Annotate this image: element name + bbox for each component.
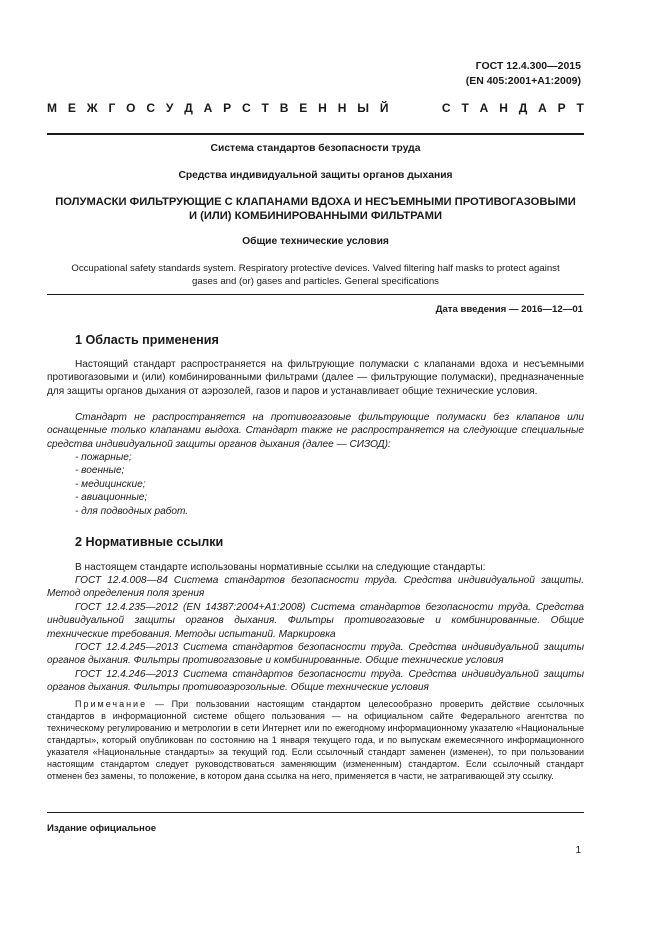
list-item: - военные;	[75, 465, 125, 477]
banner-letter: Г	[108, 101, 116, 115]
section1-para2: Стандарт не распространяется на противогазовые фильтрующие полумаски без клапанов или оснащенные только клапанами выдоха. Стандарт также не распространяется на следующие специальные средства индивидуальной защиты органов дыхания (далее — СИЗОД):	[47, 412, 584, 450]
banner-letter: Т	[576, 101, 584, 115]
note-label: Примечание	[75, 699, 148, 709]
banner-letter: Т	[461, 101, 469, 115]
banner-letter: Е	[67, 101, 76, 115]
reference-item: ГОСТ 12.4.245—2013 Система стандартов безопасности труда. Средства индивидуальной защиты органов дыхания. Фильтры противогазовые и комбинированные. Общие технические условия	[47, 642, 584, 667]
banner-letter: Д	[184, 101, 193, 115]
banner-letter	[414, 101, 417, 115]
banner-letter: Н	[499, 101, 508, 115]
banner-letter	[399, 101, 402, 115]
banner-letter: Е	[299, 101, 308, 115]
banner-letter: С	[242, 101, 251, 115]
list-item: - пожарные;	[75, 452, 132, 463]
english-title-line2: gases and (or) gases and particles. General specifications	[192, 276, 439, 287]
reference-item: ГОСТ 12.4.246—2013 Система стандартов безопасности труда. Средства индивидуальной защиты органов дыхания. Фильтры противоаэрозольные. Общие технические условия	[47, 669, 584, 694]
note-block	[47, 698, 584, 782]
section2-intro: В настоящем стандарте использованы нормативные ссылки на следующие стандарты:	[75, 562, 486, 573]
list-item: - авиационные;	[75, 492, 148, 504]
section2-heading: 2 Нормативные ссылки	[75, 535, 224, 549]
official-edition-label: Издание официальное	[47, 823, 157, 834]
banner-letter: А	[479, 101, 489, 115]
reference-item: ГОСТ 12.4.008—84 Система стандартов безопасности труда. Средства индивидуальной защиты. Метод определения поля зрения	[47, 575, 584, 600]
banner-letter: Ж	[86, 101, 98, 115]
banner-letter	[428, 101, 431, 115]
title-rule	[47, 294, 584, 295]
en-number: (EN 405:2001+A1:2009)	[465, 75, 581, 87]
spec-title: Общие технические условия	[242, 236, 389, 247]
english-title-line1: Occupational safety standards system. Respiratory protective devices. Valved filtering half masks to protect against	[71, 263, 560, 274]
list-item: - медицинские;	[75, 478, 146, 490]
banner-letter: Ы	[357, 101, 369, 115]
banner-letter: Т	[261, 101, 269, 115]
reference-item: ГОСТ 12.4.235—2012 (EN 14387:2004+A1:2008) Система стандартов безопасности труда. Средства индивидуальной защиты органов дыхания. Фильтры противогазовые и комбинированные. Общие технические требования. Методы испытаний. Маркировка	[47, 602, 584, 640]
main-title-line2: И (ИЛИ) КОМБИНИРОВАННЫМИ ФИЛЬТРАМИ	[189, 210, 442, 222]
header-rule	[47, 133, 584, 135]
banner-letter: Р	[223, 101, 232, 115]
banner-letter: Н	[318, 101, 327, 115]
interstate-standard-banner	[47, 101, 584, 115]
gost-number: ГОСТ 12.4.300—2015	[475, 60, 581, 72]
system-title: Система стандартов безопасности труда	[210, 143, 421, 154]
banner-letter: Д	[518, 101, 528, 115]
page-number: 1	[575, 845, 581, 856]
footer-rule	[47, 812, 584, 813]
subsystem-title: Средства индивидуальной защиты органов дыхания	[178, 170, 453, 181]
banner-letter: А	[538, 101, 547, 115]
banner-letter: А	[203, 101, 213, 115]
banner-letter: Н	[337, 101, 347, 115]
banner-letter: С	[146, 101, 155, 115]
banner-letter: В	[279, 101, 289, 115]
banner-letter: М	[47, 101, 57, 115]
banner-letter: У	[165, 101, 174, 115]
exclusions-list	[75, 451, 188, 518]
main-title-line1: ПОЛУМАСКИ ФИЛЬТРУЮЩИЕ С КЛАПАНАМИ ВДОХА И НЕСЪЕМНЫМИ ПРОТИВОГАЗОВЫМИ	[55, 196, 576, 208]
section1-para1: Настоящий стандарт распространяется на фильтрующие полумаски с клапанами вдоха и несъемными противогазовыми и (или) комбинированными фильтрами (далее — фильтрующие полумаски), предназначенные для защиты органов дыхания от аэрозолей, газов и паров и устанавливает общие технические условия.	[47, 359, 584, 397]
section1-heading: 1 Область применения	[75, 333, 219, 347]
banner-letter: Р	[557, 101, 566, 115]
note-text: — При пользовании настоящим стандартом целесообразно проверить действие ссылочных стандартов в информационной системе общего пользования — на официальном сайте Федерального агентства по техническому регулированию и метрологии в сети Интернет или по ежегодному информационному указателю «Национальные стандарты», который опубликован по состоянию на 1 января текущего года, и по выпускам ежемесячного информационного указателя «Национальные стандарты» за текущий год. Если ссылочный стандарт заменен (изменен), то при пользовании настоящим стандартом следует руководствоваться заменяющим (измененным) стандартом. Если ссылочный стандарт отменен без замены, то положение, в котором дана ссылка на него, применяется в части, не затрагивающей эту ссылку.	[47, 699, 584, 781]
banner-letter: О	[126, 101, 136, 115]
banner-letter: Й	[379, 101, 389, 115]
list-item: - для подводных работ.	[75, 505, 189, 517]
date-of-introduction: Дата введения — 2016—12—01	[435, 304, 583, 315]
banner-letter: С	[441, 101, 451, 115]
